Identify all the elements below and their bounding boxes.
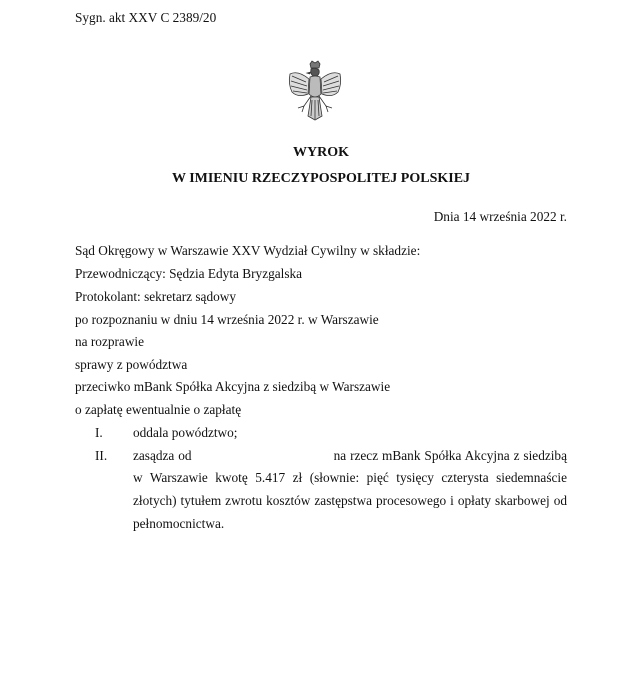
ruling-text: oddala powództwo; — [133, 425, 238, 440]
case-signature: Sygn. akt XXV C 2389/20 — [75, 10, 217, 25]
preamble-line-clerk: Protokolant: sekretarz sądowy — [75, 289, 236, 304]
ruling-text-line: złotych) tytułem zwrotu kosztów zastępstwa procesowego i opłaty skarbowej od — [133, 493, 567, 508]
ruling-numeral: I. — [95, 425, 103, 440]
polish-eagle-emblem-icon — [286, 60, 344, 128]
ruling-numeral: II. — [95, 448, 108, 463]
preamble-line-hearing-date: po rozpoznaniu w dniu 14 września 2022 r. w Warszawie — [75, 312, 379, 327]
ruling-text-first-line — [133, 448, 567, 464]
preamble-line-defendant: przeciwko mBank Spółka Akcyjna z siedzibą w Warszawie — [75, 379, 391, 394]
preamble-line-court: Sąd Okręgowy w Warszawie XXV Wydział Cywilny w składzie: — [75, 243, 421, 258]
ruling-text-start: zasądza od — [133, 448, 192, 463]
preamble-line-subject: o zapłatę ewentualnie o zapłatę — [75, 402, 242, 417]
preamble-line-plaintiff: sprawy z powództwa — [75, 357, 188, 372]
preamble-line-judge: Przewodniczący: Sędzia Edyta Bryzgalska — [75, 266, 303, 281]
preamble-line-trial: na rozprawie — [75, 334, 145, 349]
judgment-subtitle: W IMIENIU RZECZYPOSPOLITEJ POLSKIEJ — [171, 171, 471, 186]
ruling-text-end: na rzecz mBank Spółka Akcyjna z siedzibą — [333, 448, 567, 463]
judgment-date: Dnia 14 września 2022 r. — [433, 209, 567, 224]
ruling-text-line: w Warszawie kwotę 5.417 zł (słownie: pięć tysięcy czterysta siedemnaście — [133, 470, 567, 485]
ruling-text-line: pełnomocnictwa. — [133, 516, 225, 531]
judgment-title: WYROK — [293, 145, 349, 160]
